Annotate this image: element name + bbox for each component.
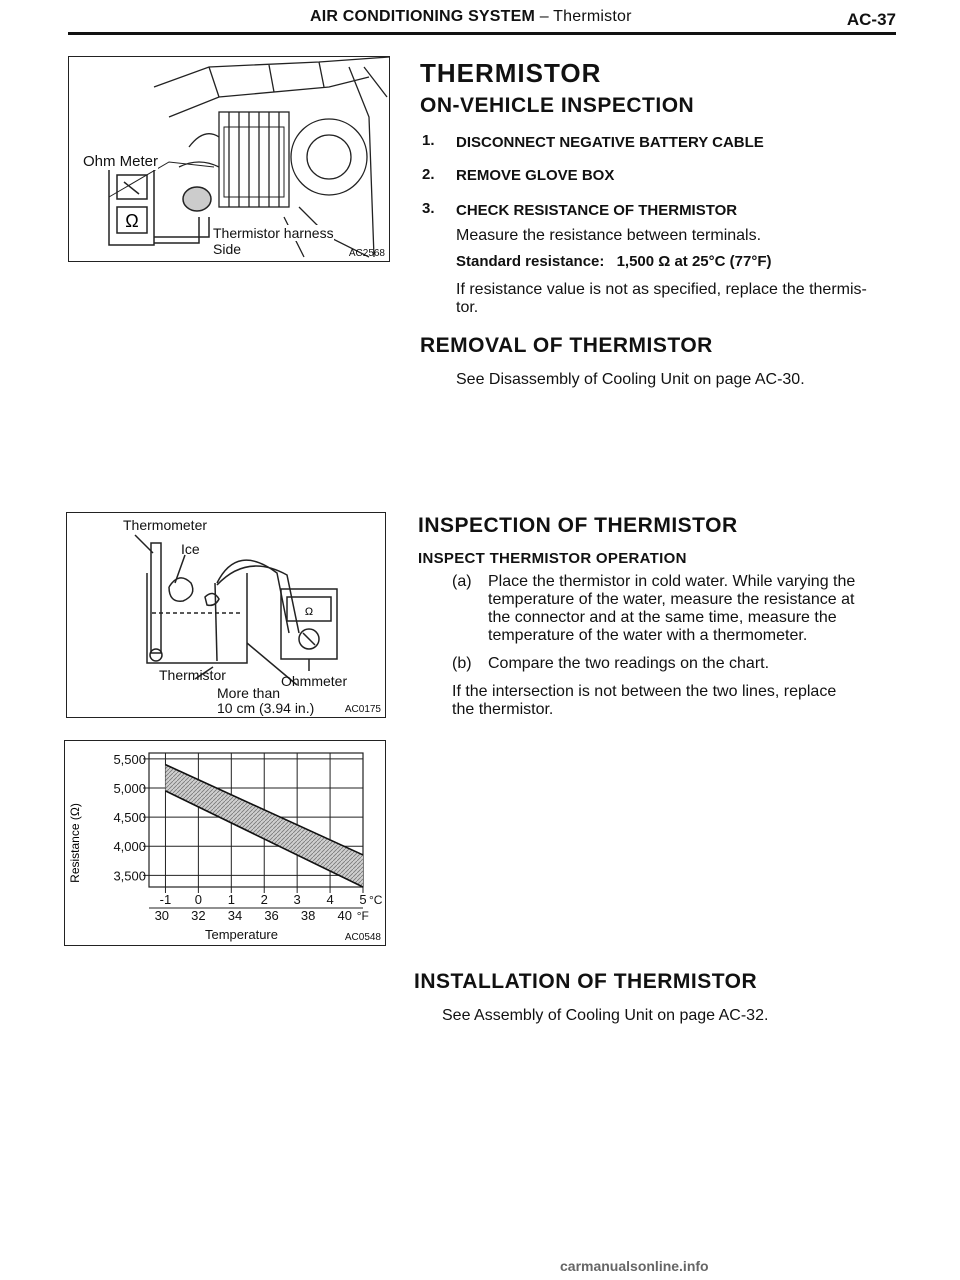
step-3-text: CHECK RESISTANCE OF THERMISTOR <box>456 202 738 219</box>
measure-text: Measure the resistance between terminals. <box>456 227 762 244</box>
x-tick-label-c: -1 <box>159 892 172 907</box>
harness-side-label: Side <box>213 241 242 257</box>
x-tick-label-c: 4 <box>326 892 334 907</box>
distance-label: 10 cm (3.94 in.) <box>217 700 315 716</box>
removal-text: See Disassembly of Cooling Unit on page AC-30. <box>456 371 805 388</box>
inspection-subtitle: INSPECT THERMISTOR OPERATION <box>418 550 687 567</box>
header-subsection: Thermistor <box>553 8 632 25</box>
x-tick-label-f: 34 <box>227 908 243 923</box>
svg-text:Ω: Ω <box>304 606 314 618</box>
y-axis-label: Resistance (Ω) <box>68 803 82 883</box>
page-number: AC-37 <box>846 10 896 29</box>
y-tick-label: 5,500 <box>113 751 146 767</box>
replace-line-1: If the intersection is not between the two lines, replace <box>452 683 837 700</box>
installation-text: See Assembly of Cooling Unit on page AC-32. <box>442 1007 769 1024</box>
x-tick-label-f: 40 <box>337 908 352 923</box>
step-a-line-2: temperature of the water, measure the resistance at <box>488 591 855 608</box>
thermometer-label: Thermometer <box>123 517 208 533</box>
if-text-line-2: tor. <box>456 299 479 316</box>
ohm-symbol: Ω <box>125 211 139 231</box>
thermistor-label: Thermistor <box>159 667 226 683</box>
step-2-text: REMOVE GLOVE BOX <box>456 167 615 184</box>
watermark-footer: carmanualsonline.info <box>560 1258 709 1274</box>
section-inspection: INSPECTION OF THERMISTOR <box>418 514 738 537</box>
y-tick-label: 4,000 <box>113 839 146 855</box>
x-tick-label-c: 5 <box>359 892 367 907</box>
x-tick-label-c: 0 <box>194 892 203 907</box>
x-tick-label-f: 36 <box>264 908 279 923</box>
figure-code: AC0175 <box>344 704 381 715</box>
step-3-num: 3. <box>422 200 435 217</box>
harness-label: Thermistor harness <box>213 225 334 241</box>
x-unit-f: °F <box>356 909 369 923</box>
figure-thermistor-test <box>66 512 386 718</box>
x-unit-c: °C <box>369 893 383 907</box>
x-tick-label-f: 32 <box>191 908 206 923</box>
figure-ohm-meter <box>68 56 390 262</box>
ohmmeter-label: Ohmmeter <box>281 673 348 689</box>
step-a-line-1: Place the thermistor in cold water. While varying the <box>488 573 856 590</box>
std-label: Standard resistance: <box>456 253 605 270</box>
standard-resistance <box>456 253 771 270</box>
header-rule <box>68 32 896 35</box>
step-a-line-4: temperature of the water with a thermometer. <box>488 627 808 644</box>
running-header: AIR CONDITIONING SYSTEM – Thermistor <box>310 8 632 25</box>
x-tick-label-f: 30 <box>154 908 170 923</box>
ohm-meter-label: Ohm Meter <box>83 153 159 170</box>
more-than-label: More than <box>217 685 281 701</box>
y-tick-label: 3,500 <box>113 868 146 884</box>
step-a-label: (a) <box>452 573 472 590</box>
step-b-label: (b) <box>452 655 472 672</box>
step-a-line-3: the connector and at the same time, measure the <box>488 609 837 626</box>
ice-label: Ice <box>181 541 200 557</box>
step-b-text: Compare the two readings on the chart. <box>488 655 770 672</box>
section-on-vehicle: ON-VEHICLE INSPECTION <box>420 94 695 117</box>
step-1-text: DISCONNECT NEGATIVE BATTERY CABLE <box>456 134 764 151</box>
figure-code: AC0548 <box>344 932 381 943</box>
section-removal: REMOVAL OF THERMISTOR <box>420 334 713 357</box>
x-tick-label-c: 1 <box>227 892 235 907</box>
step-2-num: 2. <box>422 166 435 183</box>
y-tick-label: 5,000 <box>113 780 146 796</box>
if-text-line-1: If resistance value is not as specified, replace the thermis- <box>456 281 867 298</box>
x-axis-label: Temperature <box>205 927 278 942</box>
page-title: THERMISTOR <box>420 58 602 88</box>
x-tick-label-f: 38 <box>300 908 316 923</box>
step-1-num: 1. <box>422 132 435 149</box>
resistance-temperature-chart <box>65 741 385 945</box>
std-value: 1,500 Ω at 25°C (77°F) <box>616 253 772 270</box>
section-installation: INSTALLATION OF THERMISTOR <box>414 970 758 993</box>
header-section: AIR CONDITIONING SYSTEM <box>310 8 536 25</box>
replace-line-2: the thermistor. <box>452 701 554 718</box>
figure-code: AC2568 <box>348 248 385 259</box>
y-tick-label: 4,500 <box>113 810 146 826</box>
x-tick-label-c: 3 <box>293 892 301 907</box>
figure-resistance-chart <box>64 740 386 946</box>
x-tick-label-c: 2 <box>260 892 268 907</box>
